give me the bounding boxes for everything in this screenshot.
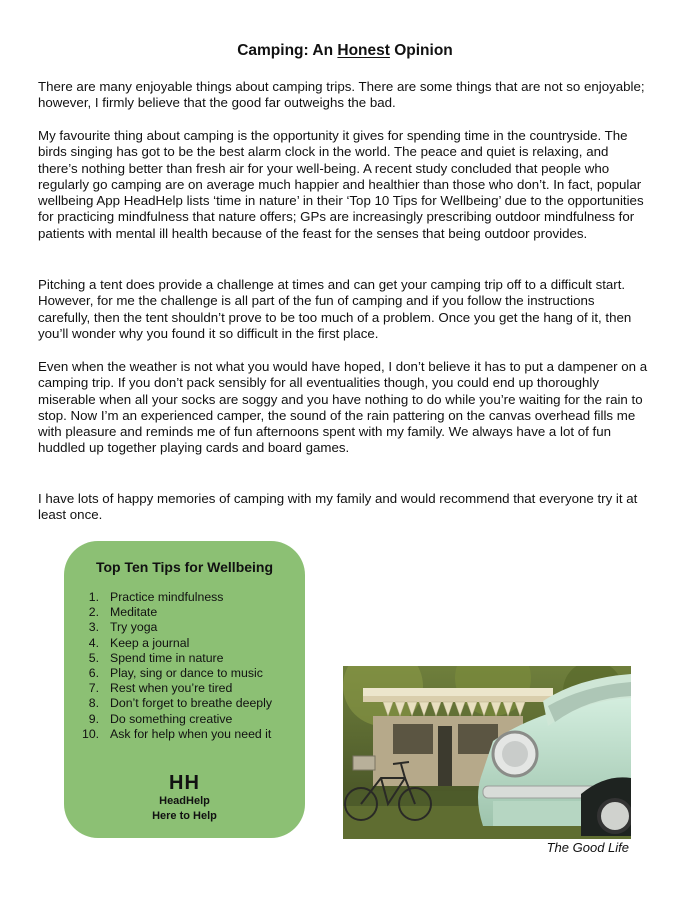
tip-item: 2. Meditate [88, 605, 158, 620]
camping-photo [343, 666, 631, 839]
paragraph-weather: Even when the weather is not what you would have hoped, I don’t believe it has to put a dampener on a camping trip. If you don’t pack sensibly for all eventualities though, you could end up thoroughly miserable when all your socks are soggy and you have nothing to do while you’re waiting for the rain to stop. Now I’m an experienced camper, the sound of the rain pattering on the canvas overhead fills me with pleasure and reminds me of fun afternoons spent with my family. We always have a lot of fun huddled up together playing cards and board games. [38, 359, 648, 456]
wellbeing-tips-box [64, 541, 305, 838]
tip-item: 8. Don’t forget to breathe deeply [88, 696, 273, 711]
tip-item: 6. Play, sing or dance to music [88, 666, 263, 681]
paragraph-intro: There are many enjoyable things about camping trips. There are some things that are not so enjoyable; however, I firmly believe that the good far outweighs the bad. [38, 79, 645, 111]
tip-item: 9. Do something creative [88, 711, 233, 726]
tip-item: 3. Try yoga [88, 620, 158, 635]
title-emphasis: Honest [337, 42, 390, 59]
logo-name: HeadHelp [159, 795, 210, 807]
logo-tagline: Here to Help [152, 810, 217, 822]
headhelp-logo [64, 772, 305, 824]
logo-mark: HH [169, 772, 200, 794]
document-title: Camping: An Honest Opinion [237, 42, 453, 59]
tips-title: Top Ten Tips for Wellbeing [95, 559, 274, 575]
tip-item: 1. Practice mindfulness [88, 590, 224, 604]
tip-item: 7. Rest when you’re tired [88, 681, 233, 696]
paragraph-countryside: My favourite thing about camping is the opportunity it gives for spending time in the countryside. The birds singing has got to be the best alarm clock in the world. The peace and quiet is relaxing, and there’s nothing better than fresh air for your well-being. A recent study concluded that people who regularly go camping are on average much happier and healthier than those who don’t. In fact, popular wellbeing App HeadHelp lists ‘time in nature’ in their ‘Top 10 Tips for Wellbeing’ due to the opportunities for practicing mindfulness that nature offers; GPs are increasingly prescribing outdoor mindfulness for patients with mental ill health because of the feast for the senses that being outdoor provides. [38, 128, 644, 241]
paragraph-tent: Pitching a tent does provide a challenge at times and can get your camping trip off to a difficult start. However, for me the challenge is all part of the fun of camping and if you follow the instructions carefully, then the tent shouldn’t prove to be too much of a problem. Once you get the hang of it, then you’ll wonder why you found it so difficult in the first place. [38, 277, 632, 341]
paragraph-conclusion: I have lots of happy memories of camping with my family and would recommend that everyone try it at least once. [38, 491, 638, 523]
photo-illustration [343, 666, 631, 839]
tips-list [64, 590, 272, 742]
photo-caption: The Good Life [546, 840, 629, 855]
tip-item: 5. Spend time in nature [88, 650, 224, 665]
tip-item: 10. Ask for help when you need it [82, 726, 272, 741]
tip-item: 4. Keep a journal [88, 635, 190, 650]
